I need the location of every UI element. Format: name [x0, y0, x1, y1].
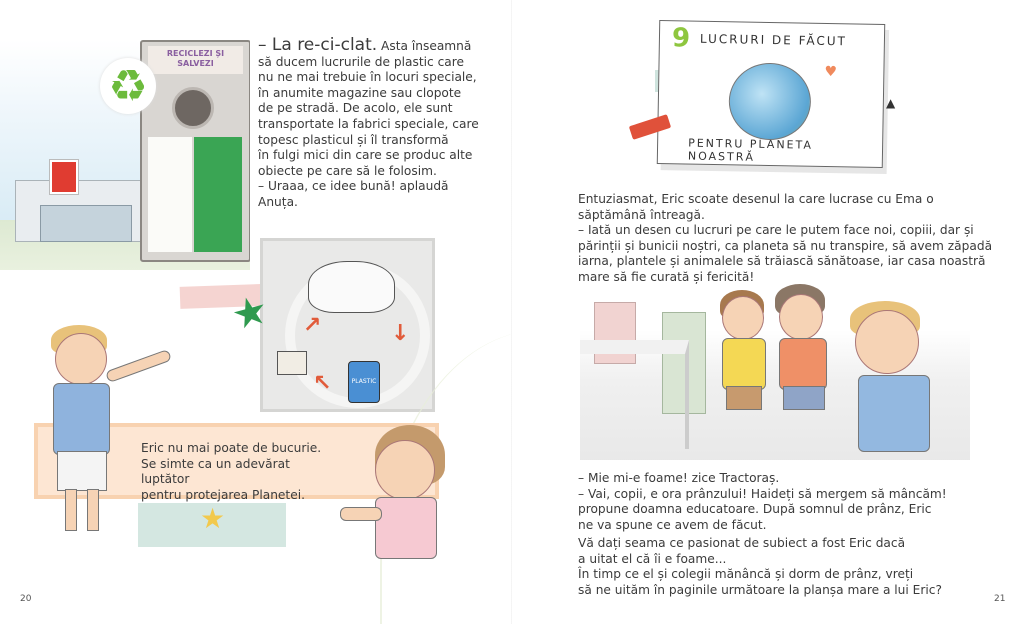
- recycling-cycle-diagram: [260, 238, 435, 412]
- eric-cheering-illustration: [45, 325, 155, 545]
- child-yellow-shirt: [720, 290, 770, 445]
- store-logo-sign: [50, 160, 78, 194]
- bottle-slot: [172, 87, 214, 129]
- machine-header-text: RECICLEZI ȘI SALVEZI: [166, 49, 225, 68]
- drawing-title: LUCRURI DE FĂCUT: [699, 31, 848, 49]
- machine-panel-instructions: [194, 137, 242, 252]
- smiling-earth-illustration: [728, 62, 811, 140]
- turtle-with-plastic-illustration: [308, 261, 395, 313]
- paragraph-closing: Vă dați seama ce pasionat de subiect a fost Eric dacă a uitat el că îi e foame... În timp ce el și colegii mănâncă și dorm de prânz, vreți să ne uităm în paginile următoare la planșa mare a lui Eric?: [578, 536, 942, 597]
- paragraph-lunch: – Mie mi-e foame! zice Tractoraș. – Vai, copii, e ora prânzului! Haideți să mergem să mâncăm! propune doamna educatoare. După somnul de prânz, Eric ne va spune ce avem de făcut.: [578, 471, 947, 532]
- paragraph-drawing: Entuziasmat, Eric scoate desenul la care lucrase cu Ema o săptămână întreagă. – Iată un desen cu lucruri pe care le putem face noi, copiii, dar și părinții și bunicii noștri, ca planeta să nu transpire, să avem zăpadă iarna, plantele și animalele să trăiască sănătoase, iar casa noastră mare să fie curată și fericită!: [578, 192, 993, 284]
- cycle-arrow-down-icon: ↓: [391, 321, 410, 346]
- anuta-clapping-illustration: [320, 425, 450, 575]
- eric-thinking-illustration: [850, 305, 940, 465]
- recycle-icon: ♻: [100, 58, 156, 114]
- store-window: [40, 205, 132, 242]
- page-number-left: 20: [20, 594, 32, 604]
- drawing-subtitle: PENTRU PLANETA NOASTRĂ: [687, 136, 814, 164]
- table: [580, 340, 689, 449]
- green-star-icon: ★: [226, 286, 274, 340]
- factory-illustration: [277, 351, 307, 375]
- page-number-right: 21: [994, 594, 1006, 604]
- cycle-arrow-up-icon: ↗: [303, 313, 322, 338]
- machine-panel-usage: [148, 137, 192, 252]
- plastic-bin: PLASTIC: [348, 361, 380, 403]
- nine-things-drawing: [657, 20, 885, 168]
- cycle-arrow-left-icon: ↖: [313, 371, 332, 396]
- heart-icon: ♥: [824, 63, 838, 81]
- classroom-children-illustration: [580, 290, 970, 460]
- paragraph-recycling: – La re-ci-clat. Asta înseamnă să ducem lucrurile de plastic care nu ne mai trebuie în locuri speciale, în anumite magazine sau clopote de pe stradă. De acolo, ele sunt transportate la fabrici speciale, care topesc plasticul și îl transformă în fulgi mici din care se produc alte obiecte pe care să le folosim. – Uraaa, ce idee bună! aplaudă Anuța.: [258, 35, 479, 209]
- recycling-machine: [140, 40, 250, 262]
- yellow-star-icon: ★: [200, 502, 226, 535]
- peach-box-text: Eric nu mai poate de bucurie. Se simte ca un adevărat luptător pentru protejarea Planetei.: [141, 441, 322, 502]
- machine-header: [148, 46, 243, 74]
- child-orange-shirt: [775, 290, 835, 445]
- curved-arrow-icon: ▲: [886, 96, 896, 110]
- lead-phrase: – La re-ci-clat.: [258, 35, 378, 55]
- drawing-number: 9: [671, 23, 691, 54]
